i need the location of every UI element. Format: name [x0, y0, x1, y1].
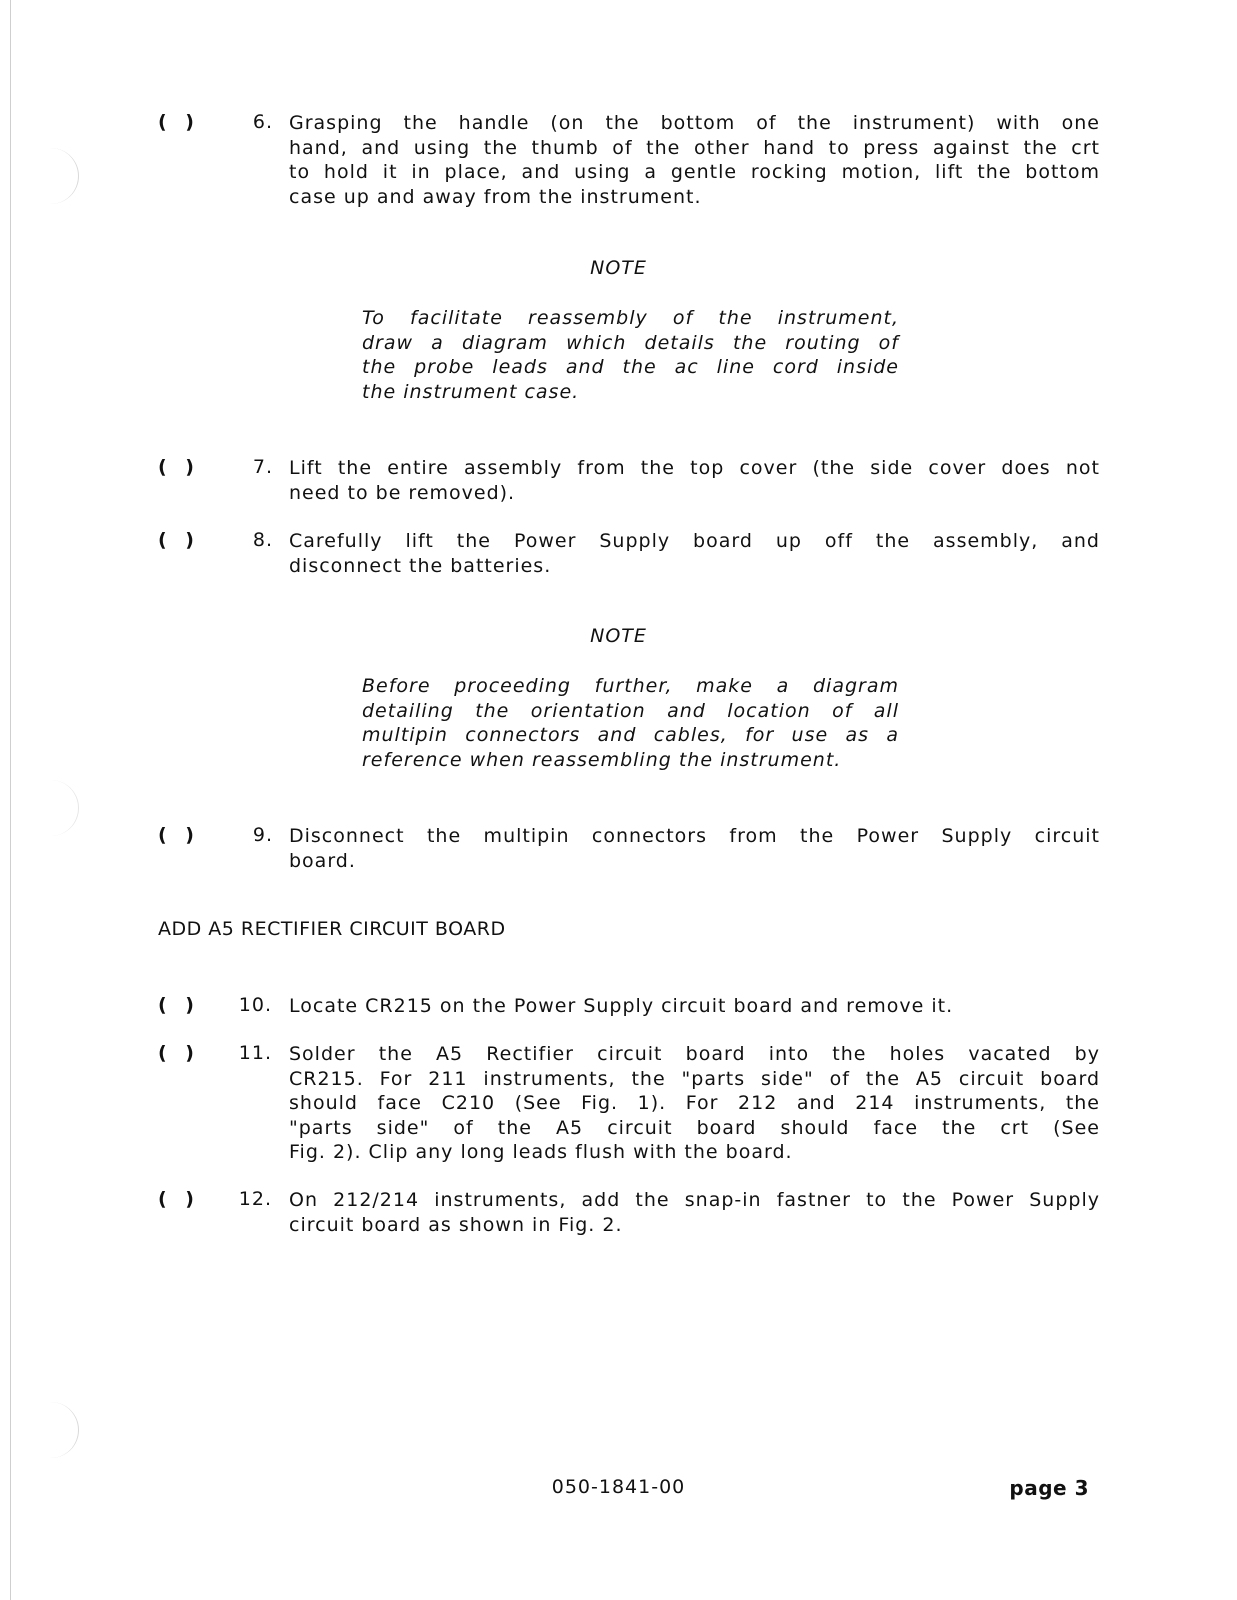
punch-hole-mark: [48, 780, 79, 836]
note-text: [362, 306, 899, 404]
text-line: detailing the orientation and location of all: [362, 699, 899, 722]
text-line: Before proceeding further, make a diagram: [362, 675, 899, 697]
punch-hole-mark: [48, 148, 79, 204]
note-heading: NOTE: [590, 257, 647, 279]
text-line: Carefully lift the Power Supply board up off the assembly, and: [289, 530, 1100, 552]
text-line: Locate CR215 on the Power Supply circuit board and remove it.: [289, 995, 954, 1017]
text-line: Fig. 2). Clip any long leads flush with the board.: [289, 1141, 793, 1163]
text-line: "parts side" of the A5 circuit board should face the crt (See: [289, 1116, 1100, 1139]
section-heading: ADD A5 RECTIFIER CIRCUIT BOARD: [158, 918, 506, 940]
text-line: reference when reassembling the instrument.: [362, 748, 842, 771]
note-heading: NOTE: [590, 625, 647, 647]
text-line: circuit board as shown in Fig. 2.: [289, 1213, 623, 1236]
document-number: 050-1841-00: [551, 1476, 686, 1498]
text-line: case up and away from the instrument.: [289, 185, 702, 208]
text-line: To facilitate reassembly of the instrument,: [362, 307, 899, 329]
text-line: should face C210 (See Fig. 1). For 212 and 214 instruments, the: [289, 1092, 1100, 1114]
text-line: CR215. For 211 instruments, the "parts side" of the A5 circuit board: [289, 1067, 1100, 1090]
step-number: 11.: [238, 1042, 272, 1064]
step-text: [289, 1188, 1100, 1237]
step-text: [289, 529, 1100, 578]
step-number: 12.: [238, 1188, 272, 1210]
step-text: [289, 456, 1100, 505]
text-line: to hold it in place, and using a gentle rocking motion, lift the bottom: [289, 161, 1100, 183]
text-line: Grasping the handle (on the bottom of the instrument) with one: [289, 112, 1100, 134]
checkbox[interactable]: ( ): [158, 111, 200, 133]
text-line: need to be removed).: [289, 481, 516, 504]
text-line: draw a diagram which details the routing of: [362, 331, 899, 354]
step-number: 6.: [252, 111, 273, 133]
step-text: [289, 1042, 1100, 1165]
text-line: the probe leads and the ac line cord inside: [362, 356, 899, 378]
checkbox[interactable]: ( ): [158, 456, 200, 478]
text-line: Disconnect the multipin connectors from the Power Supply circuit: [289, 825, 1100, 847]
text-line: board.: [289, 849, 356, 872]
text-line: hand, and using the thumb of the other hand to press against the crt: [289, 136, 1100, 159]
note-text: [362, 674, 899, 772]
text-line: On 212/214 instruments, add the snap-in fastner to the Power Supply: [289, 1189, 1100, 1211]
step-number: 10.: [238, 994, 272, 1016]
checkbox[interactable]: ( ): [158, 994, 200, 1016]
punch-hole-mark: [48, 1402, 79, 1458]
page-edge: [10, 0, 11, 1600]
step-number: 7.: [252, 456, 273, 478]
checkbox[interactable]: ( ): [158, 529, 200, 551]
step-text: [289, 824, 1100, 873]
checkbox[interactable]: ( ): [158, 824, 200, 846]
step-number: 8.: [252, 529, 273, 551]
text-line: the instrument case.: [362, 380, 580, 403]
text-line: disconnect the batteries.: [289, 554, 552, 577]
checkbox[interactable]: ( ): [158, 1042, 200, 1064]
text-line: Lift the entire assembly from the top cover (the side cover does not: [289, 457, 1100, 479]
text-line: Solder the A5 Rectifier circuit board into the holes vacated by: [289, 1043, 1100, 1065]
checkbox[interactable]: ( ): [158, 1188, 200, 1210]
page-number: page 3: [1009, 1476, 1089, 1500]
step-number: 9.: [252, 824, 273, 846]
step-text: [289, 111, 1100, 209]
step-text: [289, 994, 1100, 1019]
text-line: multipin connectors and cables, for use as a: [362, 724, 899, 746]
